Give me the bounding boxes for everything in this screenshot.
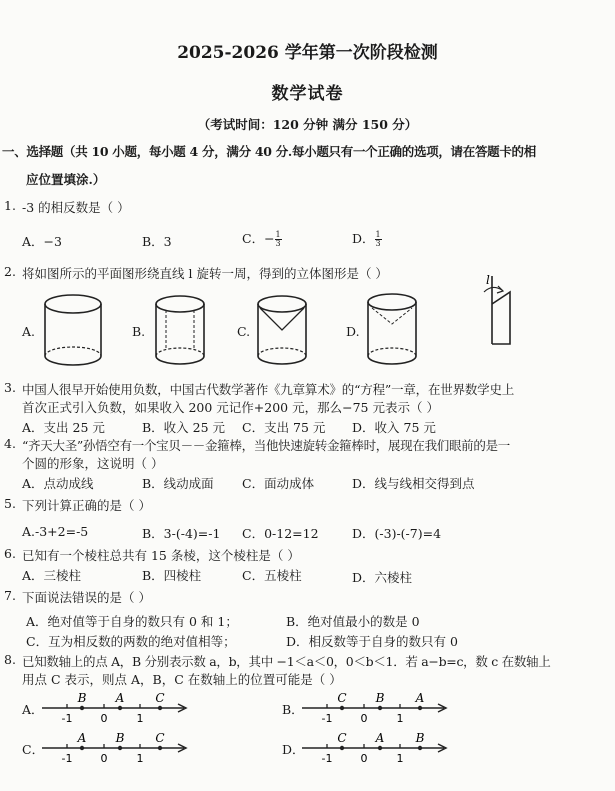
q2-option-c: C. — [237, 324, 251, 339]
q2-plane-figure — [478, 270, 528, 350]
q7-number: 7. — [4, 588, 16, 603]
q4-option-a: A．点动成线 — [22, 476, 94, 491]
q5-option-c: C．0-12=12 — [242, 526, 319, 541]
q4-text-line2: 个圆的形象，这说明（ ） — [22, 456, 164, 471]
q3-text-line2: 首次正式引入负数，如果收入 200 元记作+200 元，那么−75 元表示（ ） — [22, 400, 439, 415]
q8-number-line-b — [302, 684, 452, 726]
q5-option-a: A.-3+2=-5 — [22, 524, 89, 539]
q8-number-line-d — [302, 724, 452, 766]
number-line-point — [340, 746, 344, 750]
q6-option-a: A．三棱柱 — [22, 568, 82, 583]
q8-option-d: D． — [282, 742, 305, 757]
number-line-point-label: B — [415, 731, 425, 745]
q2-figure-c-cylinder-cone — [252, 292, 312, 370]
q8-number: 8. — [4, 652, 16, 667]
number-line-point-label: A — [115, 691, 125, 705]
q4-option-c: C．面动成体 — [242, 476, 315, 491]
q2-option-a: A. — [22, 324, 36, 339]
number-line-tick-label: 1 — [136, 752, 144, 765]
q7-option-b: B．绝对值最小的数是 0 — [286, 614, 420, 629]
q1-option-b: B．3 — [142, 234, 172, 249]
q1-option-a: A．−3 — [22, 234, 62, 249]
number-line-point-label: A — [77, 731, 87, 745]
q6-option-d: D．六棱柱 — [352, 570, 413, 585]
number-line-tick-label: -1 — [321, 712, 333, 725]
number-line-point-label: A — [415, 691, 425, 705]
number-line-point-label: C — [155, 691, 165, 705]
q8-option-c: C． — [22, 742, 45, 757]
q3-text-line1: 中国人很早开始使用负数，中国古代数学著作《九章算术》的“方程”一章，在世界数学史上 — [22, 382, 515, 397]
number-line-tick-label: -1 — [61, 752, 73, 765]
number-line-point-label: C — [337, 691, 347, 705]
q7-option-a: A．绝对值等于自身的数只有 0 和 1； — [26, 614, 238, 629]
exam-subtitle: 数学试卷 — [271, 84, 344, 104]
q1-option-d: D． $\frac{1}{3}$ — [352, 230, 381, 248]
q2-figure-b-hollow-cylinder — [150, 292, 210, 370]
q2-option-b: B. — [132, 324, 146, 339]
number-line-point — [418, 746, 422, 750]
q7-option-d: D．相反数等于自身的数只有 0 — [286, 634, 458, 649]
section-heading-line1: 一、选择题（共 10 小题，每小题 4 分，满分 40 分.每小题只有一个正确的选项，请在答题卡的相 — [2, 144, 536, 159]
q2-number: 2. — [4, 264, 16, 279]
exam-title: 2025-2026 学年第一次阶段检测 — [177, 43, 438, 63]
q8-number-line-c — [42, 724, 192, 766]
number-line-tick-label: -1 — [61, 712, 73, 725]
q3-option-d: D．收入 75 元 — [352, 420, 436, 435]
q3-option-b: B．收入 25 元 — [142, 420, 226, 435]
number-line-point — [118, 746, 122, 750]
q4-option-b: B．线动成面 — [142, 476, 214, 491]
number-line-point-label: A — [375, 731, 385, 745]
number-line-point-label: B — [115, 731, 125, 745]
number-line-point-label: B — [77, 691, 87, 705]
number-line-point — [378, 706, 382, 710]
number-line-point-label: C — [155, 731, 165, 745]
q2-option-d: D. — [346, 324, 360, 339]
q8-text-line2: 用点 C 表示，则点 A，B，C 在数轴上的位置可能是（ ） — [22, 672, 342, 687]
section-heading-line2: 应位置填涂.） — [26, 172, 106, 187]
q1-option-d-fraction: $\frac{1}{3}$ — [375, 230, 381, 248]
number-line-tick-label: 0 — [360, 752, 368, 765]
number-line-point — [158, 746, 162, 750]
q1-option-c: C．− $\frac{1}{3}$ — [242, 230, 281, 248]
number-line-tick-label: -1 — [321, 752, 333, 765]
q2-figure-d-cylinder-hollow-cone — [362, 290, 422, 370]
q5-option-b: B．3-(-4)=-1 — [142, 526, 221, 541]
q8-text-line1: 已知数轴上的点 A，B 分别表示数 a，b，其中 −1＜a＜0，0＜b＜1．若 a−b=c，数 c 在数轴上 — [22, 654, 551, 669]
q2-figure-a-cylinder — [38, 292, 108, 370]
number-line-tick-label: 1 — [396, 712, 404, 725]
number-line-tick-label: 0 — [100, 712, 108, 725]
q5-number: 5. — [4, 496, 16, 511]
q2-text: 将如图所示的平面图形绕直线 l 旋转一周，得到的立体图形是（ ） — [22, 266, 388, 281]
number-line-point — [80, 746, 84, 750]
q3-option-c: C．支出 75 元 — [242, 420, 326, 435]
q3-option-a: A．支出 25 元 — [22, 420, 105, 435]
q6-number: 6. — [4, 546, 16, 561]
number-line-point — [418, 706, 422, 710]
q4-text-line1: “齐天大圣”孙悟空有一个宝贝－－金箍棒，当他快速旋转金箍棒时，展现在我们眼前的是一 — [22, 438, 510, 453]
number-line-point — [158, 706, 162, 710]
q3-number: 3. — [4, 380, 16, 395]
q2-axis-label: l — [486, 273, 490, 287]
q5-option-d: D．(-3)-(-7)=4 — [352, 526, 442, 541]
q6-option-b: B．四棱柱 — [142, 568, 202, 583]
number-line-point — [378, 746, 382, 750]
q1-number: 1. — [4, 198, 16, 213]
number-line-tick-label: 0 — [100, 752, 108, 765]
q1-text: -3 的相反数是（ ） — [22, 200, 130, 215]
q8-option-a: A． — [22, 702, 44, 717]
q4-number: 4. — [4, 436, 16, 451]
number-line-point-label: B — [375, 691, 385, 705]
exam-info: （考试时间：120 分钟 满分 150 分） — [197, 117, 418, 132]
q6-text: 已知有一个棱柱总共有 15 条棱，这个棱柱是（ ） — [22, 548, 300, 563]
q8-option-b: B． — [282, 702, 304, 717]
number-line-point — [80, 706, 84, 710]
number-line-point — [340, 706, 344, 710]
number-line-tick-label: 0 — [360, 712, 368, 725]
number-line-tick-label: 1 — [136, 712, 144, 725]
q7-option-c: C．互为相反数的两数的绝对值相等； — [26, 634, 236, 649]
q5-text: 下列计算正确的是（ ） — [22, 498, 151, 513]
q1-option-c-fraction: $\frac{1}{3}$ — [275, 230, 281, 248]
q6-option-c: C．五棱柱 — [242, 568, 302, 583]
number-line-tick-label: 1 — [396, 752, 404, 765]
q8-number-line-a — [42, 684, 192, 726]
q4-option-d: D．线与线相交得到点 — [352, 476, 475, 491]
number-line-point-label: C — [337, 731, 347, 745]
number-line-point — [118, 706, 122, 710]
q7-text: 下面说法错误的是（ ） — [22, 590, 151, 605]
